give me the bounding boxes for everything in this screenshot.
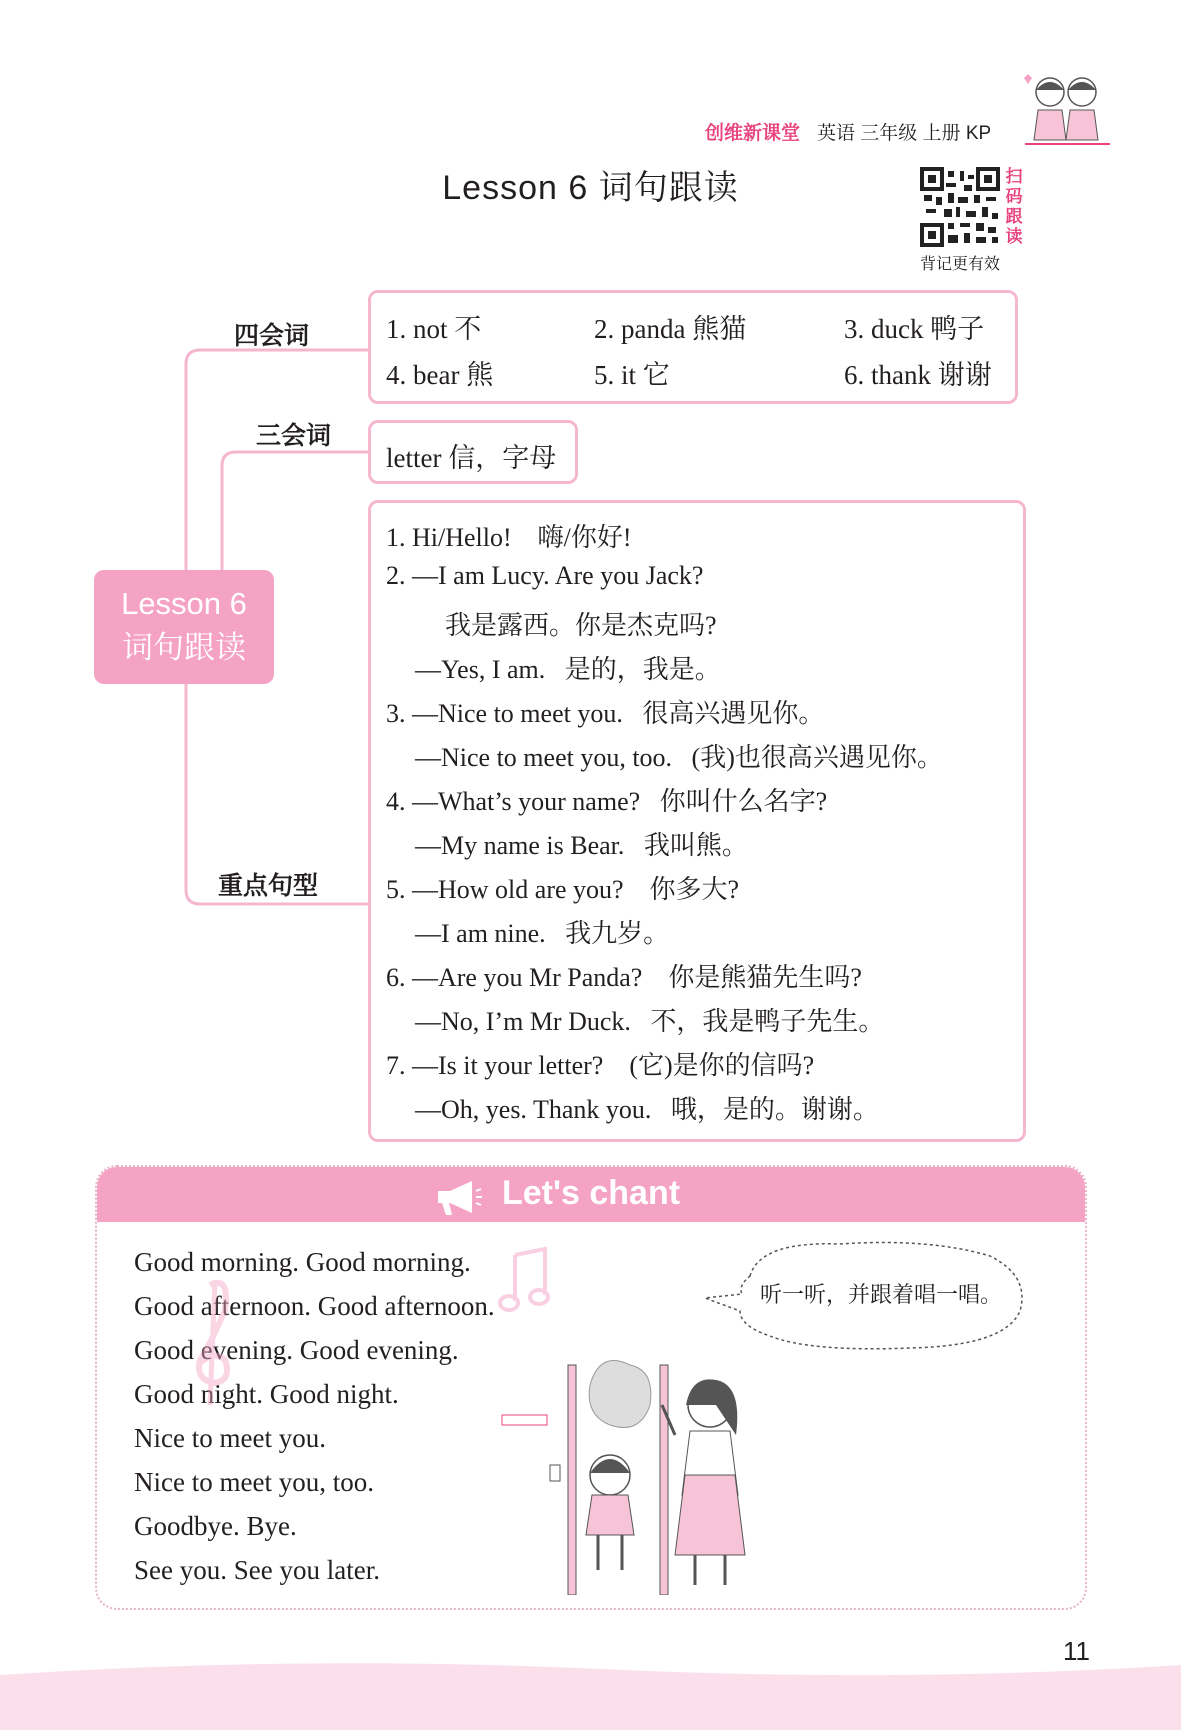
key-sentences-box [368,500,1026,1142]
sentence-line: 6. —Are you Mr Panda? 你是熊猫先生吗? [386,963,862,992]
sentence-line: —Yes, I am. 是的，我是。 [415,655,721,684]
subject-label: 英语 三年级 上册 KP [817,123,992,144]
vocab-item: 4. bear 熊 [386,360,494,390]
four-skill-vocab-box [368,290,1018,404]
qr-caption: 背记更有效 [920,256,1001,273]
center-line-2: 词句跟读 [122,630,246,665]
speech-bubble-text: 听一听，并跟着唱一唱。 [760,1282,1003,1307]
vocab-item: letter 信，字母 [386,443,557,473]
chant-title: Let's chant [501,1174,681,1212]
page-title: Lesson 6 词句跟读 [442,169,739,207]
page-number: 11 [1063,1636,1090,1666]
sentence-line: 3. —Nice to meet you. 很高兴遇见你。 [386,699,825,728]
series-name: 创维新课堂 [705,123,801,144]
vocab-item: 6. thank 谢谢 [844,360,992,390]
branch-key-sentences: 重点句型 [218,872,319,900]
qr-side-label: 扫码跟读 [1005,167,1023,246]
sentence-line: 1. Hi/Hello! 嗨/你好! [386,523,632,552]
sentence-line: —Nice to meet you, too. (我)也很高兴遇见你。 [415,743,943,772]
vocab-item: 2. panda 熊猫 [594,314,747,344]
sentence-line: 4. —What’s your name? 你叫什么名字? [386,787,828,816]
footer-band [0,1655,1181,1730]
chant-line: Good night. Good night. [134,1379,399,1409]
sentence-line: —Oh, yes. Thank you. 哦，是的。谢谢。 [415,1095,879,1124]
sentence-line: —No, I’m Mr Duck. 不，我是鸭子先生。 [415,1007,885,1036]
chant-line: Goodbye. Bye. [134,1511,297,1541]
mindmap-center [94,570,274,684]
door-greeting-illustration [480,1345,780,1595]
sentence-line: 我是露西。你是杰克吗? [445,611,717,640]
center-line-1: Lesson 6 [121,586,247,621]
sentence-line: 7. —Is it your letter? (它)是你的信吗? [386,1051,815,1080]
sentence-line: 5. —How old are you? 你多大? [386,875,740,904]
chant-line: Nice to meet you, too. [134,1467,374,1497]
chant-line: Good afternoon. Good afternoon. [134,1291,495,1321]
sentence-line: —My name is Bear. 我叫熊。 [415,831,748,860]
music-notes-icon [170,1265,290,1415]
music-note-icon [495,1245,555,1315]
vocab-item: 1. not 不 [386,314,482,344]
chant-line: See you. See you later. [134,1555,380,1585]
branch-three-skill-words: 三会词 [256,422,332,450]
chant-line: Good evening. Good evening. [134,1335,459,1365]
chant-line: Good morning. Good morning. [134,1247,471,1277]
branch-four-skill-words: 四会词 [234,322,310,350]
vocab-item: 5. it 它 [594,360,670,390]
sentence-line: 2. —I am Lucy. Are you Jack? [386,561,704,590]
three-skill-vocab-box [368,420,578,484]
chant-line: Nice to meet you. [134,1423,326,1453]
sentence-line: —I am nine. 我九岁。 [415,919,670,948]
vocab-item: 3. duck 鸭子 [844,314,985,344]
